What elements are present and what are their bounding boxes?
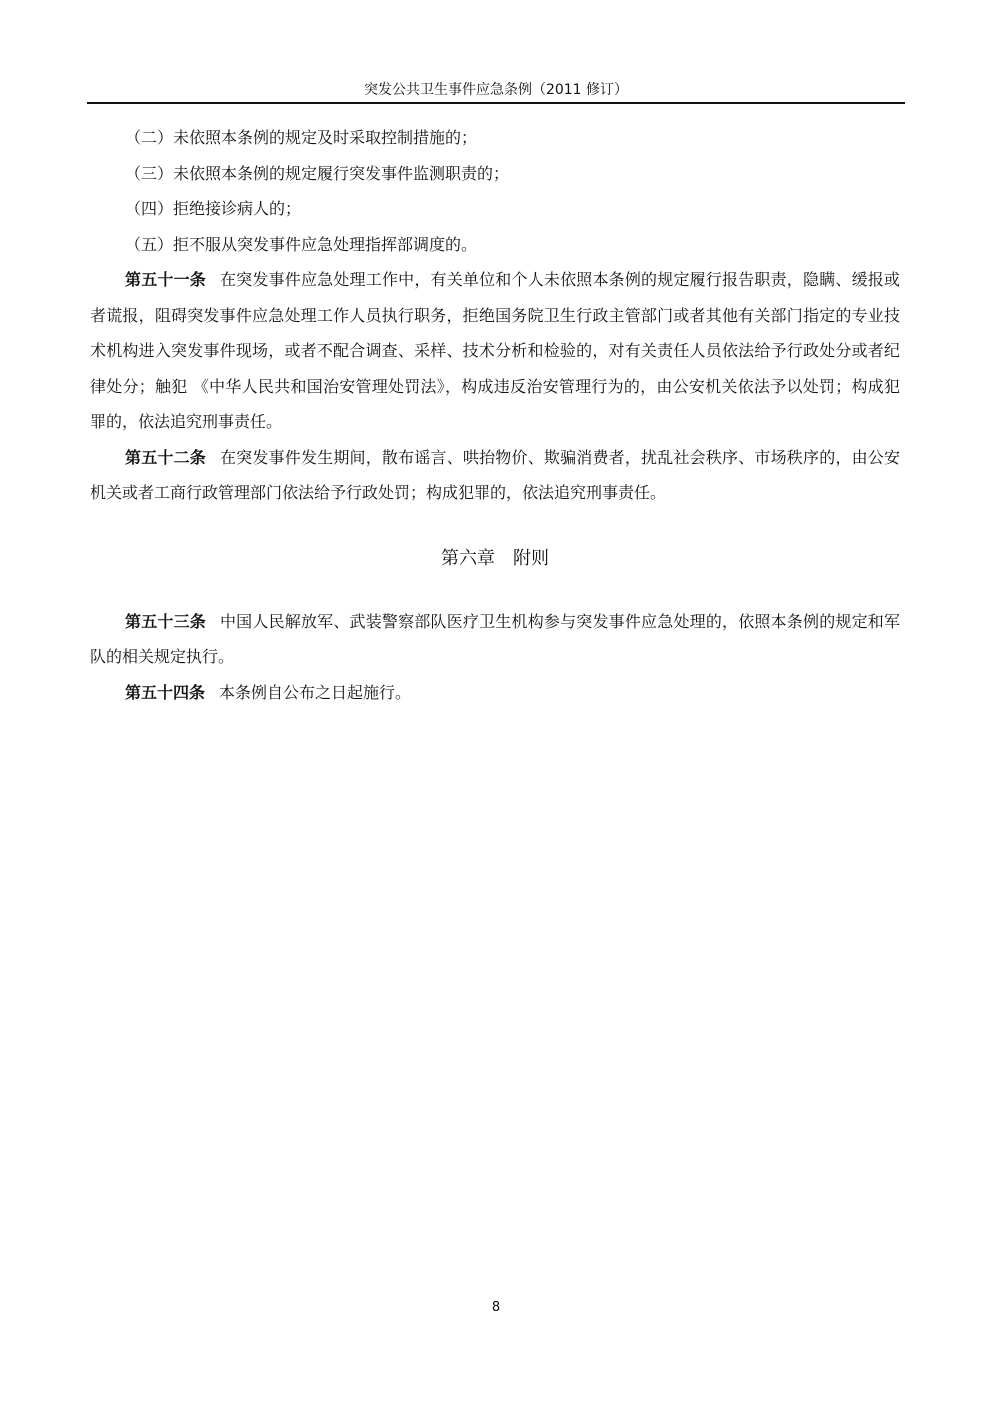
article-51 — [90, 262, 900, 440]
page-number: 8 — [491, 1300, 501, 1315]
article-52 — [90, 440, 900, 511]
article-text: 在突发事件发生期间，散布谣言、哄抬物价、欺骗消费者，扰乱社会秩序、市场秩序的，由公安机关或者工商行政管理部门依法给予行政处罚；构成犯罪的，依法追究刑事责任。 — [90, 447, 900, 502]
list-item: （三）未依照本条例的规定履行突发事件监测职责的； — [125, 163, 510, 183]
list-item: （四）拒绝接诊病人的； — [125, 199, 302, 218]
list-item: （五）拒不服从突发事件应急处理指挥部调度的。 — [125, 234, 478, 254]
article-number: 第五十三条 — [125, 611, 206, 631]
document-body — [90, 120, 900, 710]
article-number: 第五十一条 — [125, 270, 206, 289]
article-text: 在突发事件应急处理工作中，有关单位和个人未依照本条例的规定履行报告职责，隐瞒、缓报或者谎报，阻碍突发事件应急处理工作人员执行职务，拒绝国务院卫生行政主管部门或者其他有关部门指定的专业技术机构进入突发事件现场，或者不配合调查、采样、技术分析和检验的，对有关责任人员依法给予行政处分或者纪律处分；触犯 《中华人民共和国治安管理处罚法》，构成违反治安管理行为的，由公安机关依法予以处罚；构成犯罪的，依法追究刑事责任。 — [90, 270, 900, 431]
running-header: 突发公共卫生事件应急条例（2011 修订） — [363, 82, 629, 98]
article-text: 中国人民解放军、武装警察部队医疗卫生机构参与突发事件应急处理的，依照本条例的规定和军队的相关规定执行。 — [90, 611, 900, 666]
article-number: 第五十四条 — [125, 682, 206, 702]
article-text: 本条例自公布之日起施行。 — [219, 682, 412, 702]
list-item: （二）未依照本条例的规定及时采取控制措施的； — [125, 128, 478, 147]
article-54 — [90, 675, 900, 711]
header-divider — [87, 102, 905, 104]
chapter-title: 第六章 附则 — [441, 547, 549, 569]
article-53 — [90, 604, 900, 675]
article-number: 第五十二条 — [125, 447, 206, 467]
